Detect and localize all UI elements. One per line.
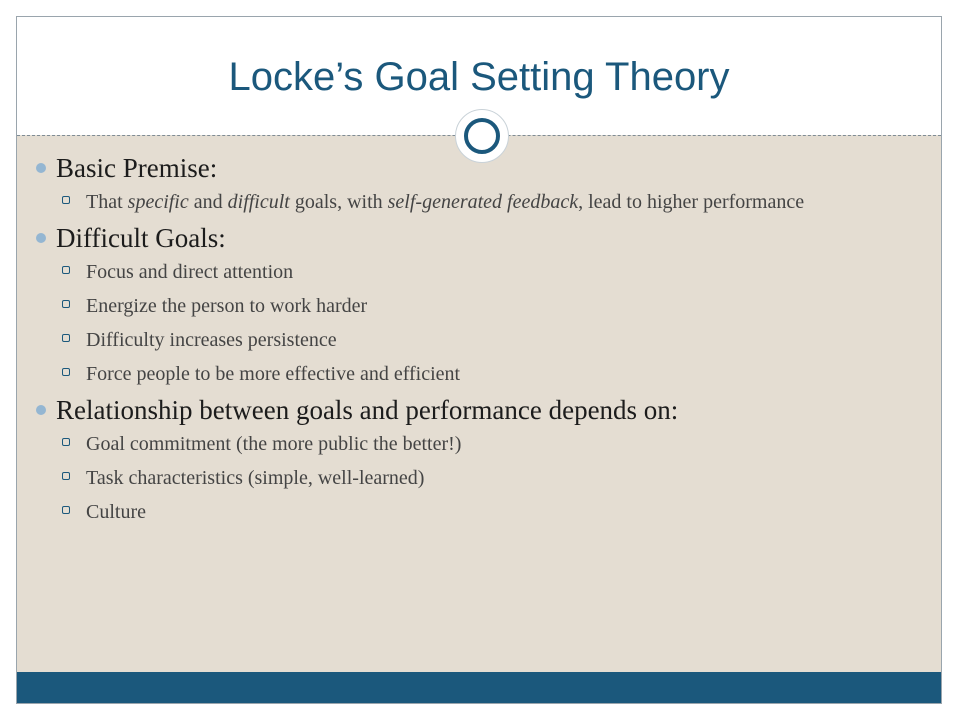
sub-bullet-text: Culture	[86, 501, 146, 523]
sub-bullet-list	[56, 432, 904, 524]
square-bullet-icon	[62, 266, 70, 274]
bullet-heading: Difficult Goals:	[56, 223, 226, 253]
sub-bullet-item	[56, 362, 904, 386]
sub-bullet-item	[56, 260, 904, 284]
bullet-list	[34, 152, 904, 530]
sub-bullet-text: Force people to be more effective and efficient	[86, 363, 461, 385]
sub-bullet-list	[56, 190, 904, 214]
footer-bar	[17, 672, 941, 704]
text-run: That	[86, 191, 128, 213]
square-bullet-icon	[62, 506, 70, 514]
sub-bullet-text: Difficulty increases persistence	[86, 329, 337, 351]
bullet-heading: Relationship between goals and performance depends on:	[56, 395, 679, 425]
sub-bullet-list	[56, 260, 904, 386]
emphasis-difficult: difficult	[227, 191, 290, 213]
sub-bullet-item	[56, 328, 904, 352]
bullet-relationship	[34, 394, 904, 524]
emphasis-specific: specific	[127, 191, 189, 213]
bullet-difficult-goals	[34, 222, 904, 386]
text-run: and	[188, 191, 228, 213]
sub-bullet-item	[56, 294, 904, 318]
square-bullet-icon	[62, 300, 70, 308]
sub-bullet-item	[56, 466, 904, 490]
sub-bullet-text: Energize the person to work harder	[86, 295, 368, 317]
bullet-dot-icon	[36, 233, 46, 243]
square-bullet-icon	[62, 334, 70, 342]
text-run: goals, with	[289, 191, 388, 213]
sub-bullet-text: Goal commitment (the more public the better!)	[86, 433, 462, 455]
sub-bullet-item	[56, 500, 904, 524]
square-bullet-icon	[62, 196, 70, 204]
text-run: , lead to higher performance	[578, 191, 805, 213]
emphasis-self-generated-feedback: self-generated feedback	[387, 191, 579, 213]
bullet-heading: Basic Premise:	[56, 153, 218, 183]
bullet-dot-icon	[36, 405, 46, 415]
bullet-dot-icon	[36, 163, 46, 173]
bullet-basic-premise	[34, 152, 904, 214]
square-bullet-icon	[62, 472, 70, 480]
sub-bullet-item	[56, 432, 904, 456]
square-bullet-icon	[62, 438, 70, 446]
sub-bullet-text: Focus and direct attention	[86, 261, 294, 283]
sub-bullet-text: Task characteristics (simple, well-learned)	[86, 467, 425, 489]
divider-ring-icon	[464, 118, 500, 154]
square-bullet-icon	[62, 368, 70, 376]
slide-title: Locke’s Goal Setting Theory	[228, 55, 730, 99]
sub-bullet-item	[56, 190, 904, 214]
